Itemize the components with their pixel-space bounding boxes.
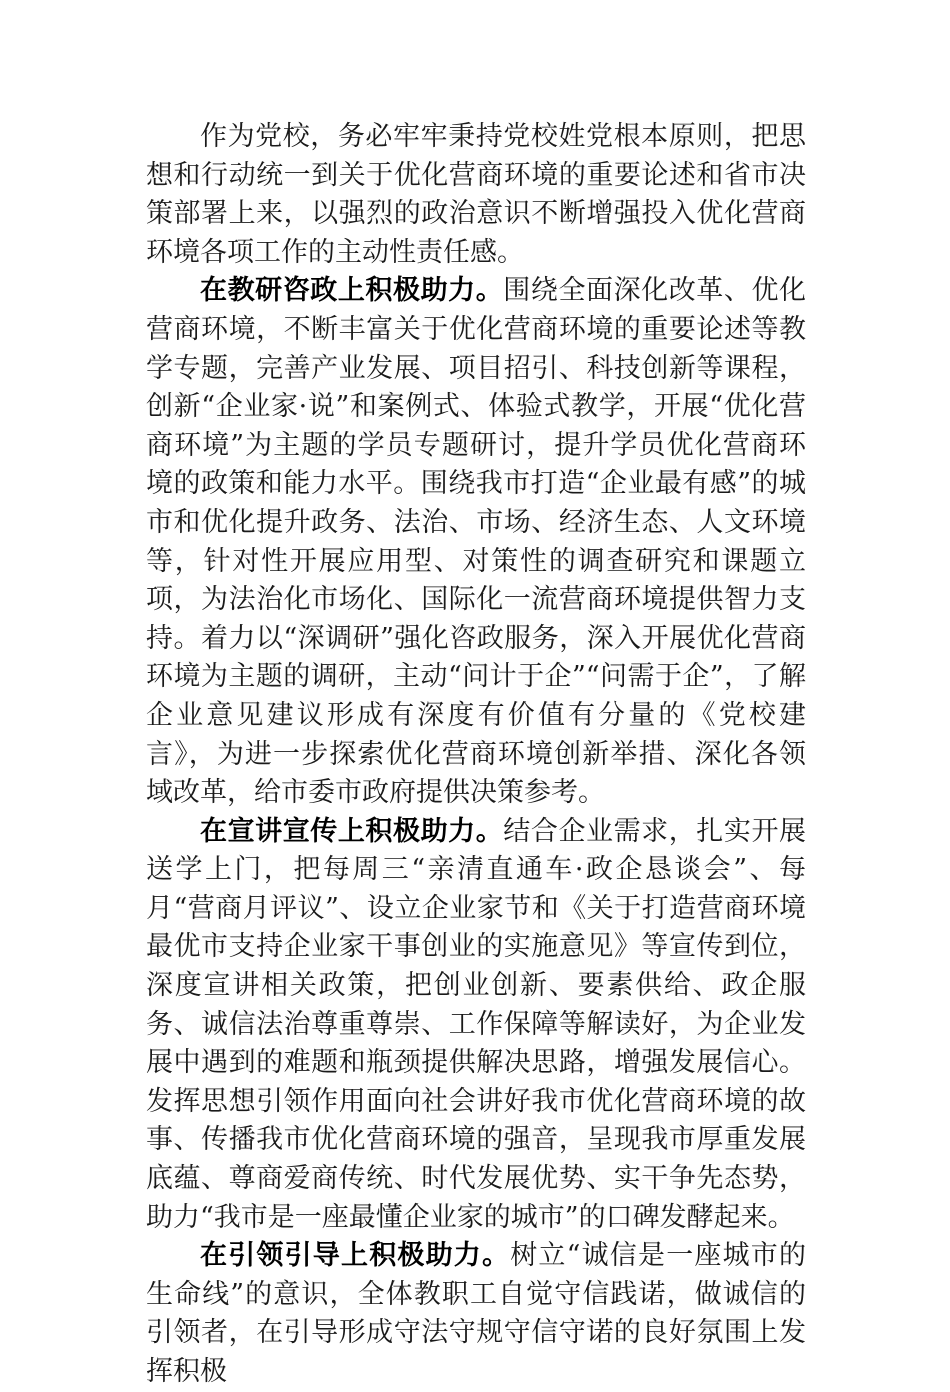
paragraph-text: 树立“诚信是一座城市的生命线”的意识，全体教职工自觉守信践诺，做诚信的引领者，在引导形成守法守规守信守诺的良好氛围上发挥积极 [146, 1240, 806, 1387]
paragraph-text: 结合企业需求，扎实开展送学上门，把每周三“亲清直通车·政企恳谈会”、每月“营商月评议”、设立企业家节和《关于打造营商环境最优市支持企业家干事创业的实施意见》等宣传到位，深度宣讲相关政策，把创业创新、要素供给、政企服务、诚信法治尊重尊崇、工作保障等解读好，为企业发展中遇到的难题和瓶颈提供解决思路，增强发展信心。发挥思想引领作用面向社会讲好我市优化营商环境的故事、传播我市优化营商环境的强音，呈现我市厚重发展底蕴、尊商爱商传统、时代发展优势、实干争先态势，助力“我市是一座最懂企业家的城市”的口碑发酵起来。 [146, 815, 807, 1233]
paragraph-lead: 在教研咨政上积极助力。 [200, 275, 504, 307]
paragraph-lead: 在宣讲宣传上积极助力。 [200, 815, 504, 847]
paragraph-text: 作为党校，务必牢牢秉持党校姓党根本原则，把思想和行动统一到关于优化营商环境的重要论述和省市决策部署上来，以强烈的政治意识不断增强投入优化营商环境各项工作的主动性责任感。 [146, 121, 806, 268]
paragraph-publicity [146, 813, 806, 1238]
paragraph-teaching-research [146, 272, 806, 812]
paragraph-text: 围绕全面深化改革、优化营商环境，不断丰富关于优化营商环境的重要论述等教学专题，完善产业发展、项目招引、科技创新等课程，创新“企业家·说”和案例式、体验式教学，开展“优化营商环境”为主题的学员专题研讨，提升学员优化营商环境的政策和能力水平。围绕我市打造“企业最有感”的城市和优化提升政务、法治、市场、经济生态、人文环境等，针对性开展应用型、对策性的调查研究和课题立项，为法治化市场化、国际化一流营商环境提供智力支持。着力以“深调研”强化咨政服务，深入开展优化营商环境为主题的调研，主动“问计于企”“问需于企”，了解企业意见建议形成有深度有价值有分量的《党校建言》，为进一步探索优化营商环境创新举措、深化各领域改革，给市委市政府提供决策参考。 [146, 275, 807, 809]
paragraph-guidance [146, 1237, 806, 1391]
paragraph-intro [146, 118, 806, 272]
document-body [146, 118, 806, 1392]
paragraph-lead: 在引领引导上积极助力。 [200, 1240, 511, 1272]
